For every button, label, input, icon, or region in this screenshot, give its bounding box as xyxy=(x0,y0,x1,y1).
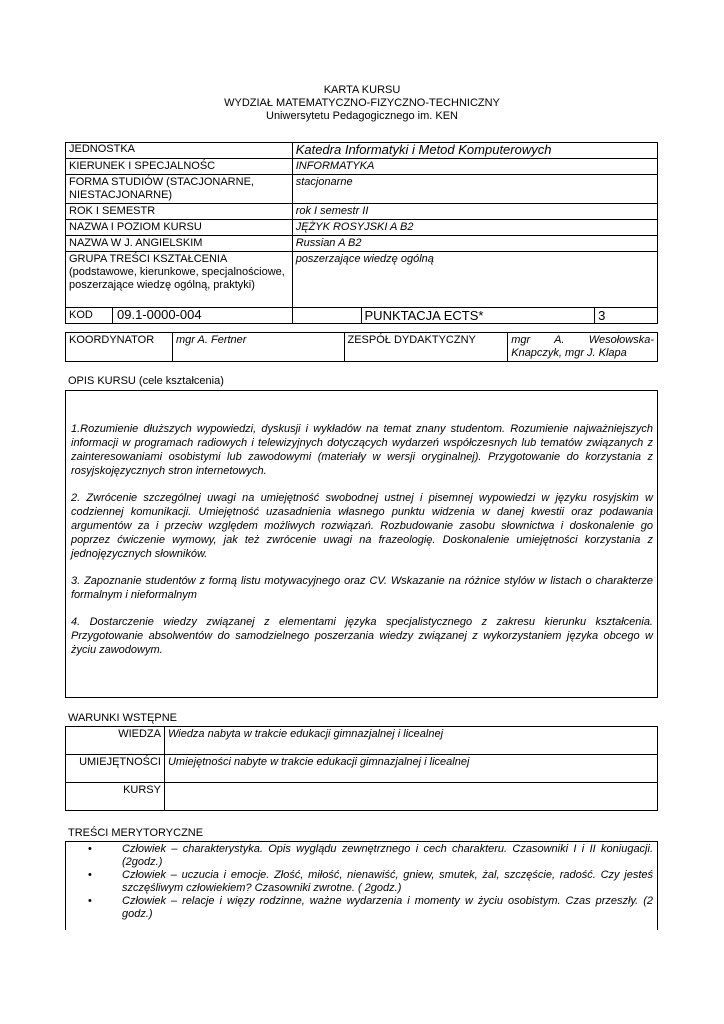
warunki-table xyxy=(65,726,658,811)
tresci-list xyxy=(66,843,657,921)
tresci-title: TREŚCI MERYTORYCZNE xyxy=(68,827,204,839)
umiejetnosci-value: Umiejętności nabyte w trakcie edukacji gimnazjalnej i licealnej xyxy=(164,755,657,783)
wiedza-label: WIEDZA xyxy=(66,727,165,755)
grupa-label: GRUPA TREŚCI KSZTAŁCENIA (podstawowe, kierunkowe, specjalnościowe, poszerzające wiedzę ogólną, praktyki) xyxy=(66,252,293,308)
list-item xyxy=(66,869,657,895)
ects-label: PUNKTACJA ECTS* xyxy=(361,308,595,324)
header-title: KARTA KURSU xyxy=(323,84,401,96)
nazwa-ang-value: Russian A B2 xyxy=(292,236,657,252)
kierunek-value: INFORMATYKA xyxy=(292,159,657,175)
opis-paragraph-1: 1.Rozumienie dłuższych wypowiedzi, dyskusji i wykładów na temat znany studentom. Rozumienie najważniejszych informacji w programach radiowych i telewizyjnych dotyczących wydarzeń współczesnych lub tematów związanych z zainteresowaniami osobistymi lub zawodowymi (materiały w wersji oryginalnej). Przygotowanie do korzystania z rosyjskojęzycznych stron internetowych. xyxy=(71,423,653,477)
kod-cell xyxy=(66,308,293,324)
header-faculty: WYDZIAŁ MATEMATYCZNO-FIZYCZNO-TECHNICZNY xyxy=(224,97,500,109)
list-item xyxy=(66,843,657,869)
jednostka-label: JEDNOSTKA xyxy=(66,143,293,159)
document-header xyxy=(0,84,724,123)
warunki-title: WARUNKI WSTĘPNE xyxy=(68,712,177,724)
tresci-box xyxy=(65,841,658,930)
zespol-value: mgr A. Wesołowska-Knapczyk, mgr J. Klapa xyxy=(508,333,658,362)
opis-paragraph-4: 4. Dostarczenie wiedzy związanej z elementami języka specjalistycznego z zakresu kierunku kształcenia. Przygotowanie absolwentów do samodzielnego poszerzania wiedzy związanej z wykorzystaniem języka obcego w życiu zawodowym. xyxy=(71,616,653,656)
zespol-label: ZESPÓŁ DYDAKTYCZNY xyxy=(344,333,508,362)
course-info-table xyxy=(65,142,658,324)
kod-spacer xyxy=(292,308,361,324)
nazwa-ang-label: NAZWA W J. ANGIELSKIM xyxy=(66,236,293,252)
kierunek-label: KIERUNEK I SPECJALNOŚC xyxy=(66,159,293,175)
kursy-label: KURSY xyxy=(66,783,165,811)
umiejetnosci-label: UMIEJĘTNOŚCI xyxy=(66,755,165,783)
nazwa-value: JĘŻYK ROSYJSKI A B2 xyxy=(292,220,657,236)
wiedza-value: Wiedza nabyta w trakcie edukacji gimnazjalnej i licealnej xyxy=(164,727,657,755)
jednostka-value: Katedra Informatyki i Metod Komputerowych xyxy=(292,143,657,159)
grupa-value: poszerzające wiedzę ogólną xyxy=(292,252,657,308)
ects-value: 3 xyxy=(595,308,658,324)
rok-label: ROK I SEMESTR xyxy=(66,204,293,220)
opis-paragraph-3: 3. Zapoznanie studentów z formą listu motywacyjnego oraz CV. Wskazanie na różnice stylów w listach o charakterze formalnym i nieformalnym xyxy=(71,575,653,601)
opis-title: OPIS KURSU (cele kształcenia) xyxy=(68,375,224,387)
bullet: • xyxy=(88,895,92,907)
opis-paragraph-2: 2. Zwrócenie szczególnej uwagi na umiejętność swobodnej ustnej i pisemnej wypowiedzi w języku rosyjskim w codziennej komunikacji. Umiejętność uzasadnienia własnego punktu widzenia w danej kwestii oraz podawania argumentów za i przeciw względem możliwych rozwiązań. Rozbudowanie zasobu słownictwa i doskonalenie go poprzez ćwiczenie wymowy, jak też zwrócenie uwagi na frazeologię. Doskonalenie umiejętności korzystania z jednojęzycznych słowników. xyxy=(71,492,653,560)
header-university: Uniwersytetu Pedagogicznego im. KEN xyxy=(266,110,458,122)
kursy-value xyxy=(164,783,657,811)
coordinator-table xyxy=(65,332,658,362)
koordynator-value: mgr A. Fertner xyxy=(172,333,344,362)
tresci-item-2: Człowiek – uczucia i emocje. Złość, miłość, nienawiść, gniew, smutek, żal, szczęście, radość. Czy jesteś szczęśliwym człowiekiem? Czasowniki zwrotne. ( 2godz.) xyxy=(122,869,653,894)
forma-value: stacjonarne xyxy=(292,175,657,204)
kod-label: KOD xyxy=(66,308,113,323)
list-item xyxy=(66,895,657,921)
bullet: • xyxy=(88,843,92,855)
kod-value: 09.1-0000-004 xyxy=(117,307,202,322)
forma-label: FORMA STUDIÓW (STACJONARNE, NIESTACJONARNE) xyxy=(66,175,293,204)
nazwa-label: NAZWA I POZIOM KURSU xyxy=(66,220,293,236)
tresci-item-3: Człowiek – relacje i więzy rodzinne, ważne wydarzenia i momenty w życiu osobistym. Czas przeszły. (2 godz.) xyxy=(122,895,653,920)
koordynator-label: KOORDYNATOR xyxy=(66,333,173,362)
tresci-item-1: Człowiek – charakterystyka. Opis wyglądu zewnętrznego i cech charakteru. Czasowniki I i II koniugacji.(2godz.) xyxy=(122,843,653,868)
rok-value: rok I semestr II xyxy=(292,204,657,220)
bullet: • xyxy=(88,869,92,881)
opis-box xyxy=(65,390,658,698)
